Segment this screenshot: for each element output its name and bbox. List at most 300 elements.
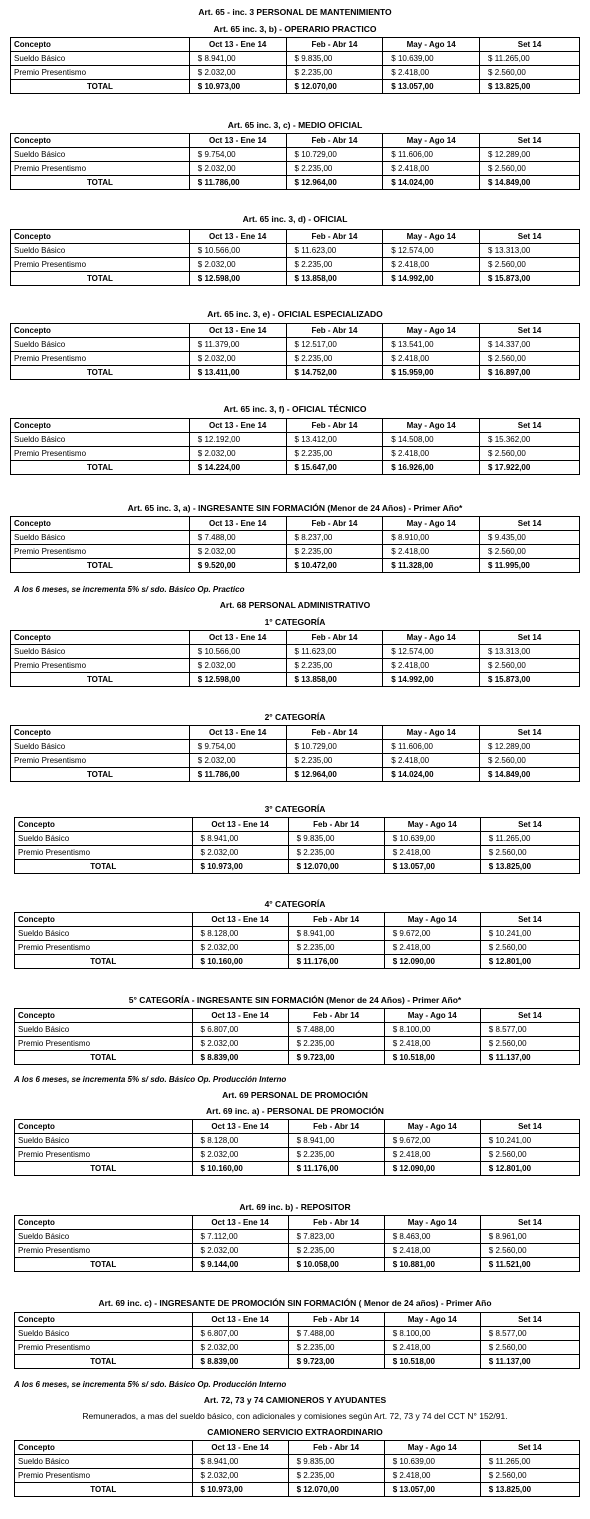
- row-label: Premio Presentismo: [15, 1469, 193, 1483]
- amount-cell: $ 11.265,00: [480, 1455, 579, 1469]
- amount-cell: $ 13.825,00: [480, 860, 579, 874]
- column-header-period: Set 14: [480, 631, 580, 645]
- section-heading: 4° CATEGORÍA: [264, 899, 326, 909]
- amount-cell: $ 2.418,00: [383, 162, 480, 176]
- table-row-total: [11, 461, 580, 475]
- table-row-sueldo-basico: [15, 1134, 580, 1148]
- row-label: Premio Presentismo: [15, 846, 193, 860]
- table-row-sueldo-basico: [15, 832, 580, 846]
- section-heading: 3° CATEGORÍA: [264, 804, 326, 814]
- column-header-period: Set 14: [480, 230, 580, 244]
- column-header-period: Set 14: [480, 1120, 579, 1134]
- column-header-period: Oct 13 - Ene 14: [189, 38, 286, 52]
- amount-cell: $ 9.754,00: [189, 148, 286, 162]
- amount-cell: $ 10.518,00: [384, 1051, 480, 1065]
- amount-cell: $ 2.418,00: [383, 352, 480, 366]
- salary-table: [10, 516, 580, 573]
- amount-cell: $ 8.128,00: [192, 1134, 288, 1148]
- table-row-sueldo-basico: [11, 645, 580, 659]
- amount-cell: $ 7.488,00: [288, 1327, 384, 1341]
- column-header-concepto: Concepto: [15, 1313, 193, 1327]
- amount-cell: $ 13.825,00: [480, 80, 580, 94]
- table-row-premio-presentismo: [15, 1244, 580, 1258]
- table-row-premio-presentismo: [11, 754, 580, 768]
- amount-cell: $ 9.672,00: [384, 1134, 480, 1148]
- amount-cell: $ 9.754,00: [189, 740, 286, 754]
- amount-cell: $ 12.090,00: [384, 955, 480, 969]
- column-header-period: May - Ago 14: [383, 324, 480, 338]
- salary-table: [14, 1008, 580, 1065]
- row-label: TOTAL: [11, 461, 190, 475]
- amount-cell: $ 2.560,00: [480, 447, 580, 461]
- amount-cell: $ 2.235,00: [288, 1148, 384, 1162]
- amount-cell: $ 8.577,00: [480, 1327, 579, 1341]
- row-label: TOTAL: [15, 1258, 193, 1272]
- amount-cell: $ 2.560,00: [480, 1244, 579, 1258]
- amount-cell: $ 2.032,00: [192, 941, 288, 955]
- amount-cell: $ 8.237,00: [286, 531, 383, 545]
- table-header-row: [11, 419, 580, 433]
- table-header-row: [11, 324, 580, 338]
- amount-cell: $ 11.265,00: [480, 52, 580, 66]
- amount-cell: $ 16.926,00: [383, 461, 480, 475]
- amount-cell: $ 2.235,00: [286, 258, 383, 272]
- section-heading: Art. 72, 73 y 74 CAMIONEROS Y AYUDANTES: [203, 1395, 387, 1405]
- column-header-period: Set 14: [480, 517, 580, 531]
- table-row-total: [11, 768, 580, 782]
- amount-cell: $ 11.265,00: [480, 832, 579, 846]
- amount-cell: $ 13.541,00: [383, 338, 480, 352]
- column-header-period: Oct 13 - Ene 14: [192, 818, 288, 832]
- column-header-period: May - Ago 14: [383, 726, 480, 740]
- row-label: Sueldo Básico: [15, 1230, 193, 1244]
- section-heading: Art. 65 inc. 3, f) - OFICIAL TÉCNICO: [223, 404, 367, 414]
- table-header-row: [15, 1216, 580, 1230]
- row-label: Sueldo Básico: [11, 338, 190, 352]
- table-header-row: [15, 818, 580, 832]
- column-header-period: Set 14: [480, 1441, 579, 1455]
- table-row-premio-presentismo: [11, 258, 580, 272]
- column-header-concepto: Concepto: [11, 230, 190, 244]
- row-label: Sueldo Básico: [11, 740, 190, 754]
- table-row-total: [11, 559, 580, 573]
- row-label: TOTAL: [11, 673, 190, 687]
- amount-cell: $ 7.488,00: [189, 531, 286, 545]
- column-header-period: May - Ago 14: [383, 134, 480, 148]
- table-row-premio-presentismo: [11, 66, 580, 80]
- row-label: Sueldo Básico: [11, 52, 190, 66]
- amount-cell: $ 2.560,00: [480, 846, 579, 860]
- amount-cell: $ 12.801,00: [480, 1162, 579, 1176]
- column-header-period: Oct 13 - Ene 14: [189, 726, 286, 740]
- amount-cell: $ 2.235,00: [286, 447, 383, 461]
- amount-cell: $ 2.418,00: [383, 659, 480, 673]
- table-row-total: [15, 1162, 580, 1176]
- section-heading: Art. 69 inc. b) - REPOSITOR: [239, 1202, 351, 1212]
- salary-table: [10, 133, 580, 190]
- table-row-total: [15, 860, 580, 874]
- amount-cell: $ 8.128,00: [192, 927, 288, 941]
- column-header-period: Oct 13 - Ene 14: [189, 324, 286, 338]
- table-header-row: [11, 230, 580, 244]
- amount-cell: $ 8.577,00: [480, 1023, 579, 1037]
- column-header-period: May - Ago 14: [383, 631, 480, 645]
- amount-cell: $ 9.835,00: [286, 52, 383, 66]
- table-row-premio-presentismo: [15, 1148, 580, 1162]
- amount-cell: $ 16.897,00: [480, 366, 580, 380]
- amount-cell: $ 13.057,00: [384, 1483, 480, 1497]
- amount-cell: $ 11.379,00: [189, 338, 286, 352]
- salary-table: [10, 725, 580, 782]
- amount-cell: $ 14.024,00: [383, 768, 480, 782]
- section-heading: Art. 68 PERSONAL ADMINISTRATIVO: [219, 600, 371, 610]
- row-label: TOTAL: [15, 1355, 193, 1369]
- amount-cell: $ 2.235,00: [286, 352, 383, 366]
- table-row-total: [15, 1483, 580, 1497]
- column-header-period: May - Ago 14: [383, 517, 480, 531]
- table-header-row: [15, 1313, 580, 1327]
- row-label: Sueldo Básico: [15, 1023, 193, 1037]
- amount-cell: $ 2.032,00: [189, 545, 286, 559]
- amount-cell: $ 12.192,00: [189, 433, 286, 447]
- column-header-period: Feb - Abr 14: [288, 913, 384, 927]
- row-label: TOTAL: [15, 1483, 193, 1497]
- section-heading: 5° CATEGORÍA - INGRESANTE SIN FORMACIÓN (Menor de 24 Años) - Primer Año*: [128, 995, 462, 1005]
- amount-cell: $ 12.598,00: [189, 272, 286, 286]
- column-header-period: Oct 13 - Ene 14: [192, 1009, 288, 1023]
- amount-cell: $ 8.100,00: [384, 1327, 480, 1341]
- row-label: TOTAL: [15, 955, 193, 969]
- table-row-total: [11, 272, 580, 286]
- row-label: TOTAL: [11, 768, 190, 782]
- column-header-period: Oct 13 - Ene 14: [189, 517, 286, 531]
- section-heading: Art. 69 PERSONAL DE PROMOCIÓN: [222, 1090, 368, 1100]
- section-heading: Art. 65 inc. 3, a) - INGRESANTE SIN FORMACIÓN (Menor de 24 Años) - Primer Año*: [127, 503, 463, 513]
- column-header-period: Feb - Abr 14: [288, 818, 384, 832]
- column-header-period: May - Ago 14: [383, 419, 480, 433]
- salary-table: [14, 1440, 580, 1497]
- section-heading: 2° CATEGORÍA: [264, 712, 326, 722]
- amount-cell: $ 2.418,00: [383, 545, 480, 559]
- table-row-total: [11, 366, 580, 380]
- footnote: A los 6 meses, se incrementa 5% s/ sdo. Básico Op. Practico: [14, 585, 245, 594]
- amount-cell: $ 10.566,00: [189, 244, 286, 258]
- table-row-premio-presentismo: [15, 1469, 580, 1483]
- section-heading: CAMIONERO SERVICIO EXTRAORDINARIO: [207, 1427, 383, 1437]
- amount-cell: $ 8.839,00: [192, 1355, 288, 1369]
- column-header-period: Oct 13 - Ene 14: [189, 419, 286, 433]
- table-row-total: [15, 1051, 580, 1065]
- amount-cell: $ 12.070,00: [288, 860, 384, 874]
- amount-cell: $ 7.823,00: [288, 1230, 384, 1244]
- section-heading: Art. 65 inc. 3, c) - MEDIO OFICIAL: [227, 120, 363, 130]
- column-header-period: May - Ago 14: [383, 230, 480, 244]
- amount-cell: $ 10.973,00: [189, 80, 286, 94]
- amount-cell: $ 14.849,00: [480, 768, 580, 782]
- row-label: Sueldo Básico: [15, 1134, 193, 1148]
- table-row-premio-presentismo: [15, 1037, 580, 1051]
- table-header-row: [15, 913, 580, 927]
- amount-cell: $ 12.289,00: [480, 740, 580, 754]
- amount-cell: $ 11.623,00: [286, 645, 383, 659]
- salary-table: [10, 630, 580, 687]
- column-header-concepto: Concepto: [15, 1009, 193, 1023]
- amount-cell: $ 2.418,00: [384, 846, 480, 860]
- amount-cell: $ 9.672,00: [384, 927, 480, 941]
- table-row-premio-presentismo: [11, 352, 580, 366]
- amount-cell: $ 2.235,00: [288, 941, 384, 955]
- table-row-sueldo-basico: [15, 1230, 580, 1244]
- amount-cell: $ 12.964,00: [286, 176, 383, 190]
- amount-cell: $ 13.313,00: [480, 244, 580, 258]
- salary-table: [10, 37, 580, 94]
- amount-cell: $ 2.418,00: [384, 941, 480, 955]
- section-heading: Art. 65 - inc. 3 PERSONAL DE MANTENIMIENTO: [198, 7, 392, 17]
- table-header-row: [11, 726, 580, 740]
- amount-cell: $ 2.418,00: [384, 1244, 480, 1258]
- amount-cell: $ 9.520,00: [189, 559, 286, 573]
- amount-cell: $ 15.362,00: [480, 433, 580, 447]
- amount-cell: $ 10.160,00: [192, 1162, 288, 1176]
- row-label: Sueldo Básico: [15, 832, 193, 846]
- column-header-concepto: Concepto: [11, 134, 190, 148]
- amount-cell: $ 14.024,00: [383, 176, 480, 190]
- table-row-sueldo-basico: [15, 927, 580, 941]
- column-header-period: Feb - Abr 14: [288, 1120, 384, 1134]
- row-label: TOTAL: [11, 80, 190, 94]
- table-row-sueldo-basico: [11, 531, 580, 545]
- amount-cell: $ 2.560,00: [480, 1341, 579, 1355]
- amount-cell: $ 12.090,00: [384, 1162, 480, 1176]
- salary-table: [14, 1119, 580, 1176]
- table-header-row: [11, 517, 580, 531]
- column-header-period: Set 14: [480, 913, 579, 927]
- amount-cell: $ 13.057,00: [383, 80, 480, 94]
- table-row-sueldo-basico: [11, 52, 580, 66]
- amount-cell: $ 10.160,00: [192, 955, 288, 969]
- amount-cell: $ 11.521,00: [480, 1258, 579, 1272]
- amount-cell: $ 8.941,00: [192, 1455, 288, 1469]
- amount-cell: $ 2.560,00: [480, 258, 580, 272]
- amount-cell: $ 2.032,00: [189, 659, 286, 673]
- row-label: Premio Presentismo: [11, 162, 190, 176]
- amount-cell: $ 10.729,00: [286, 740, 383, 754]
- row-label: TOTAL: [11, 559, 190, 573]
- row-label: TOTAL: [15, 1051, 193, 1065]
- amount-cell: $ 2.560,00: [480, 1469, 579, 1483]
- row-label: Premio Presentismo: [15, 1341, 193, 1355]
- row-label: TOTAL: [11, 176, 190, 190]
- amount-cell: $ 9.835,00: [288, 832, 384, 846]
- amount-cell: $ 6.807,00: [192, 1327, 288, 1341]
- column-header-period: Feb - Abr 14: [288, 1441, 384, 1455]
- section-heading: Art. 69 inc. c) - INGRESANTE DE PROMOCIÓN SIN FORMACIÓN ( Menor de 24 años) - Primer Año: [98, 1298, 492, 1308]
- amount-cell: $ 9.435,00: [480, 531, 580, 545]
- row-label: TOTAL: [11, 272, 190, 286]
- column-header-period: May - Ago 14: [384, 1313, 480, 1327]
- amount-cell: $ 15.873,00: [480, 673, 580, 687]
- amount-cell: $ 11.786,00: [189, 176, 286, 190]
- table-row-sueldo-basico: [15, 1327, 580, 1341]
- salary-table: [10, 418, 580, 475]
- amount-cell: $ 8.941,00: [288, 927, 384, 941]
- amount-cell: $ 13.858,00: [286, 272, 383, 286]
- table-header-row: [15, 1441, 580, 1455]
- amount-cell: $ 11.137,00: [480, 1355, 579, 1369]
- column-header-period: Oct 13 - Ene 14: [192, 1441, 288, 1455]
- table-row-premio-presentismo: [11, 162, 580, 176]
- amount-cell: $ 2.560,00: [480, 1148, 579, 1162]
- amount-cell: $ 10.639,00: [384, 832, 480, 846]
- amount-cell: $ 12.964,00: [286, 768, 383, 782]
- amount-cell: $ 15.647,00: [286, 461, 383, 475]
- amount-cell: $ 8.941,00: [288, 1134, 384, 1148]
- amount-cell: $ 2.560,00: [480, 162, 580, 176]
- column-header-period: Feb - Abr 14: [286, 230, 383, 244]
- amount-cell: $ 11.995,00: [480, 559, 580, 573]
- column-header-period: Oct 13 - Ene 14: [192, 1216, 288, 1230]
- amount-cell: $ 11.623,00: [286, 244, 383, 258]
- column-header-concepto: Concepto: [11, 38, 190, 52]
- salary-table: [14, 912, 580, 969]
- row-label: Sueldo Básico: [15, 1327, 193, 1341]
- amount-cell: $ 2.560,00: [480, 545, 580, 559]
- amount-cell: $ 13.313,00: [480, 645, 580, 659]
- amount-cell: $ 10.639,00: [383, 52, 480, 66]
- amount-cell: $ 11.137,00: [480, 1051, 579, 1065]
- column-header-period: Feb - Abr 14: [286, 134, 383, 148]
- amount-cell: $ 2.032,00: [189, 66, 286, 80]
- column-header-period: Feb - Abr 14: [286, 324, 383, 338]
- amount-cell: $ 9.723,00: [288, 1051, 384, 1065]
- amount-cell: $ 8.941,00: [192, 832, 288, 846]
- row-label: Premio Presentismo: [11, 659, 190, 673]
- amount-cell: $ 2.032,00: [192, 1244, 288, 1258]
- row-label: Sueldo Básico: [15, 1455, 193, 1469]
- amount-cell: $ 8.941,00: [189, 52, 286, 66]
- row-label: Premio Presentismo: [11, 66, 190, 80]
- amount-cell: $ 11.606,00: [383, 148, 480, 162]
- column-header-period: May - Ago 14: [384, 1120, 480, 1134]
- section-heading: Art. 69 inc. a) - PERSONAL DE PROMOCIÓN: [206, 1106, 384, 1116]
- table-row-sueldo-basico: [11, 740, 580, 754]
- column-header-concepto: Concepto: [15, 1120, 193, 1134]
- amount-cell: $ 17.922,00: [480, 461, 580, 475]
- row-label: Premio Presentismo: [11, 258, 190, 272]
- table-row-premio-presentismo: [11, 659, 580, 673]
- amount-cell: $ 2.418,00: [383, 258, 480, 272]
- amount-cell: $ 12.070,00: [286, 80, 383, 94]
- table-row-sueldo-basico: [11, 338, 580, 352]
- table-row-total: [15, 1258, 580, 1272]
- amount-cell: $ 11.606,00: [383, 740, 480, 754]
- footnote: A los 6 meses, se incrementa 5% s/ sdo. Básico Op. Producción Interno: [14, 1075, 287, 1084]
- table-row-premio-presentismo: [11, 545, 580, 559]
- amount-cell: $ 2.032,00: [192, 1341, 288, 1355]
- amount-cell: $ 2.032,00: [189, 352, 286, 366]
- amount-cell: $ 2.235,00: [288, 1469, 384, 1483]
- column-header-period: Feb - Abr 14: [286, 517, 383, 531]
- amount-cell: $ 11.328,00: [383, 559, 480, 573]
- row-label: Sueldo Básico: [15, 927, 193, 941]
- amount-cell: $ 13.057,00: [384, 860, 480, 874]
- amount-cell: $ 7.488,00: [288, 1023, 384, 1037]
- table-row-premio-presentismo: [15, 941, 580, 955]
- table-row-sueldo-basico: [11, 244, 580, 258]
- column-header-concepto: Concepto: [11, 726, 190, 740]
- section-heading: Art. 65 inc. 3, d) - OFICIAL: [242, 214, 348, 224]
- salary-table: [10, 323, 580, 380]
- amount-cell: $ 12.598,00: [189, 673, 286, 687]
- column-header-period: Oct 13 - Ene 14: [189, 230, 286, 244]
- table-row-premio-presentismo: [11, 447, 580, 461]
- row-label: Premio Presentismo: [15, 941, 193, 955]
- salary-table: [10, 229, 580, 286]
- amount-cell: $ 2.235,00: [288, 1341, 384, 1355]
- amount-cell: $ 2.032,00: [192, 1037, 288, 1051]
- amount-cell: $ 6.807,00: [192, 1023, 288, 1037]
- amount-cell: $ 2.418,00: [383, 754, 480, 768]
- row-label: Premio Presentismo: [11, 754, 190, 768]
- column-header-period: Set 14: [480, 1216, 579, 1230]
- column-header-period: Oct 13 - Ene 14: [192, 1313, 288, 1327]
- amount-cell: $ 10.518,00: [384, 1355, 480, 1369]
- table-row-sueldo-basico: [15, 1455, 580, 1469]
- amount-cell: $ 9.723,00: [288, 1355, 384, 1369]
- amount-cell: $ 2.418,00: [384, 1037, 480, 1051]
- column-header-period: May - Ago 14: [384, 818, 480, 832]
- amount-cell: $ 2.032,00: [189, 162, 286, 176]
- table-header-row: [15, 1120, 580, 1134]
- amount-cell: $ 7.112,00: [192, 1230, 288, 1244]
- amount-cell: $ 14.508,00: [383, 433, 480, 447]
- amount-cell: $ 2.235,00: [286, 659, 383, 673]
- amount-cell: $ 2.032,00: [192, 1469, 288, 1483]
- amount-cell: $ 13.825,00: [480, 1483, 579, 1497]
- amount-cell: $ 2.418,00: [383, 66, 480, 80]
- row-label: Sueldo Básico: [11, 244, 190, 258]
- column-header-concepto: Concepto: [11, 324, 190, 338]
- column-header-period: Feb - Abr 14: [286, 726, 383, 740]
- amount-cell: $ 13.412,00: [286, 433, 383, 447]
- row-label: TOTAL: [15, 860, 193, 874]
- column-header-concepto: Concepto: [15, 1216, 193, 1230]
- table-row-total: [15, 1355, 580, 1369]
- amount-cell: $ 15.873,00: [480, 272, 580, 286]
- table-row-sueldo-basico: [15, 1023, 580, 1037]
- table-header-row: [15, 1009, 580, 1023]
- column-header-period: Set 14: [480, 1009, 579, 1023]
- section-heading: Remunerados, a mas del sueldo básico, con adicionales y comisiones según Art. 72, 73 y 74 del CCT N° 152/91.: [82, 1411, 508, 1421]
- amount-cell: $ 2.560,00: [480, 1037, 579, 1051]
- amount-cell: $ 2.235,00: [288, 1037, 384, 1051]
- amount-cell: $ 11.176,00: [288, 1162, 384, 1176]
- row-label: TOTAL: [11, 366, 190, 380]
- amount-cell: $ 10.729,00: [286, 148, 383, 162]
- column-header-period: Feb - Abr 14: [286, 419, 383, 433]
- table-header-row: [11, 134, 580, 148]
- amount-cell: $ 2.235,00: [286, 162, 383, 176]
- amount-cell: $ 12.574,00: [383, 645, 480, 659]
- salary-table: [14, 817, 580, 874]
- column-header-period: May - Ago 14: [383, 38, 480, 52]
- amount-cell: $ 8.910,00: [383, 531, 480, 545]
- column-header-period: May - Ago 14: [384, 913, 480, 927]
- column-header-concepto: Concepto: [15, 818, 193, 832]
- amount-cell: $ 8.839,00: [192, 1051, 288, 1065]
- amount-cell: $ 2.235,00: [288, 846, 384, 860]
- amount-cell: $ 12.801,00: [480, 955, 579, 969]
